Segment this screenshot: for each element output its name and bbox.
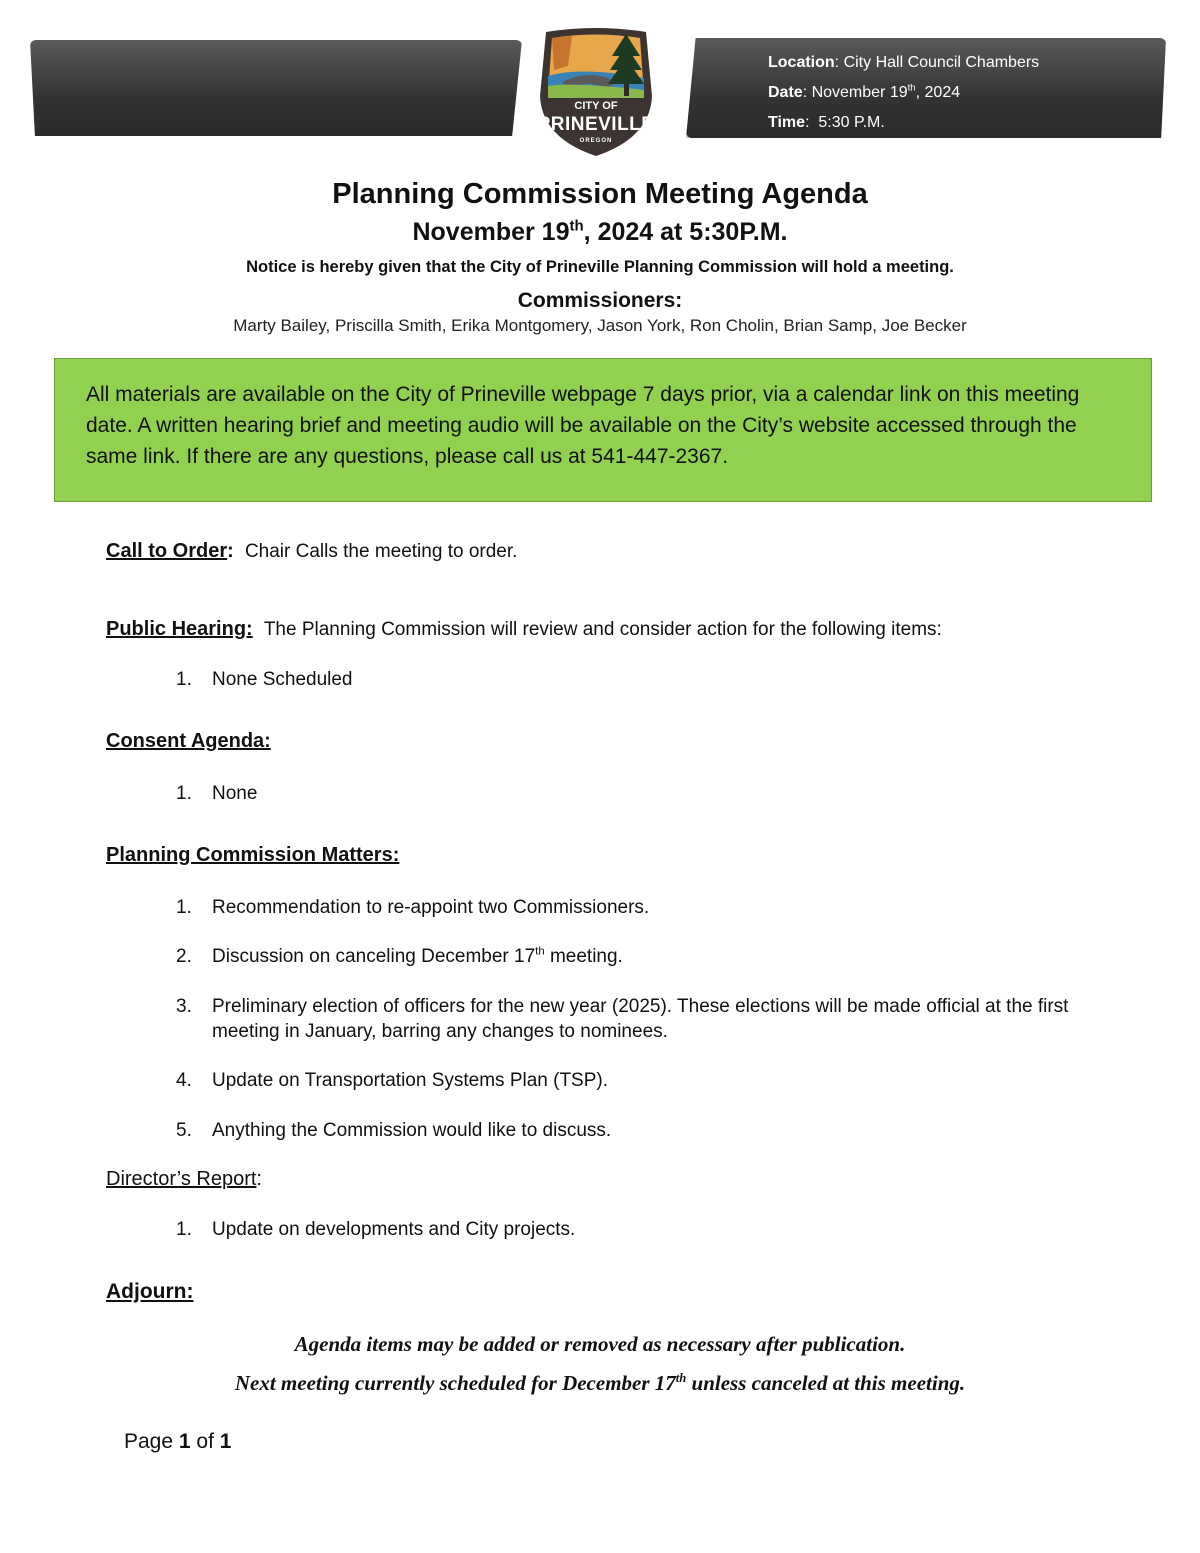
- logo-line1: CITY OF: [574, 100, 618, 112]
- section-call-to-order: Call to Order: Chair Calls the meeting to order.: [106, 540, 518, 562]
- meeting-notice: Notice is hereby given that the City of Prineville Planning Commission will hold a meeting.: [246, 258, 954, 276]
- list-item: 2. Discussion on canceling December 17th meeting.: [176, 945, 623, 967]
- logo-line3: OREGON: [579, 138, 613, 144]
- page-subtitle: November 19th, 2024 at 5:30P.M.: [412, 217, 788, 246]
- call-to-order-heading: Call to Order: [106, 540, 228, 562]
- section-pc-matters: [106, 844, 399, 867]
- meta-date: Date: November 19th, 2024: [768, 82, 961, 101]
- section-consent-agenda: [106, 730, 271, 753]
- section-adjourn: [106, 1280, 193, 1304]
- list-item: 1. None: [176, 783, 258, 804]
- meeting-meta: [768, 48, 1039, 138]
- section-directors-report: Director’s Report:: [106, 1168, 262, 1190]
- commissioners-heading: Commissioners:: [517, 289, 683, 312]
- commissioners-list: Marty Bailey, Priscilla Smith, Erika Montgomery, Jason York, Ron Cholin, Brian Samp, Joe Becker: [233, 316, 967, 335]
- adjourn-heading: Adjourn:: [106, 1280, 194, 1303]
- page-title: Planning Commission Meeting Agenda: [332, 178, 868, 210]
- info-box-text: All materials are available on the City of Prineville webpage 7 days prior, via a calendar link on this meeting date. A written hearing brief and meeting audio will be available on the City’s website accessed through the same link. If there are any questions, please call us at 541-447-2367.: [86, 383, 1080, 468]
- header-banner-left: [30, 40, 522, 136]
- list-item: 3. Preliminary election of officers for the new year (2025). These elections will be made official at the first meeting in January, barring any changes to nominees.: [176, 996, 1069, 1042]
- directors-report-heading: Director’s Report: [106, 1168, 257, 1190]
- call-to-order-text: Chair Calls the meeting to order.: [244, 541, 518, 562]
- meta-location: Location: City Hall Council Chambers: [768, 54, 1040, 71]
- list-item: 1. Update on developments and City projects.: [176, 1219, 576, 1240]
- public-hearing-heading: Public Hearing:: [106, 618, 253, 640]
- list-item: 1. Recommendation to re-appoint two Commissioners.: [176, 897, 650, 918]
- section-public-hearing: [106, 618, 942, 641]
- list-item: 4. Update on Transportation Systems Plan (TSP).: [176, 1070, 609, 1091]
- list-item: 1. None Scheduled: [176, 669, 353, 690]
- logo-line2: PRINEVILLE: [537, 114, 655, 135]
- page-number: Page 1 of 1: [124, 1430, 232, 1453]
- public-hearing-text: The Planning Commission will review and consider action for the following items:: [263, 619, 942, 640]
- consent-agenda-heading: Consent Agenda:: [106, 730, 271, 752]
- info-box: [54, 358, 1152, 502]
- list-item: 5. Anything the Commission would like to discuss.: [176, 1120, 612, 1141]
- meta-time: Time: 5:30 P.M.: [768, 114, 885, 131]
- footer-note-1: Agenda items may be added or removed as necessary after publication.: [294, 1332, 906, 1356]
- pc-matters-heading: Planning Commission Matters:: [106, 844, 400, 866]
- footer-note-2: Next meeting currently scheduled for December 17th unless canceled at this meeting.: [234, 1371, 966, 1395]
